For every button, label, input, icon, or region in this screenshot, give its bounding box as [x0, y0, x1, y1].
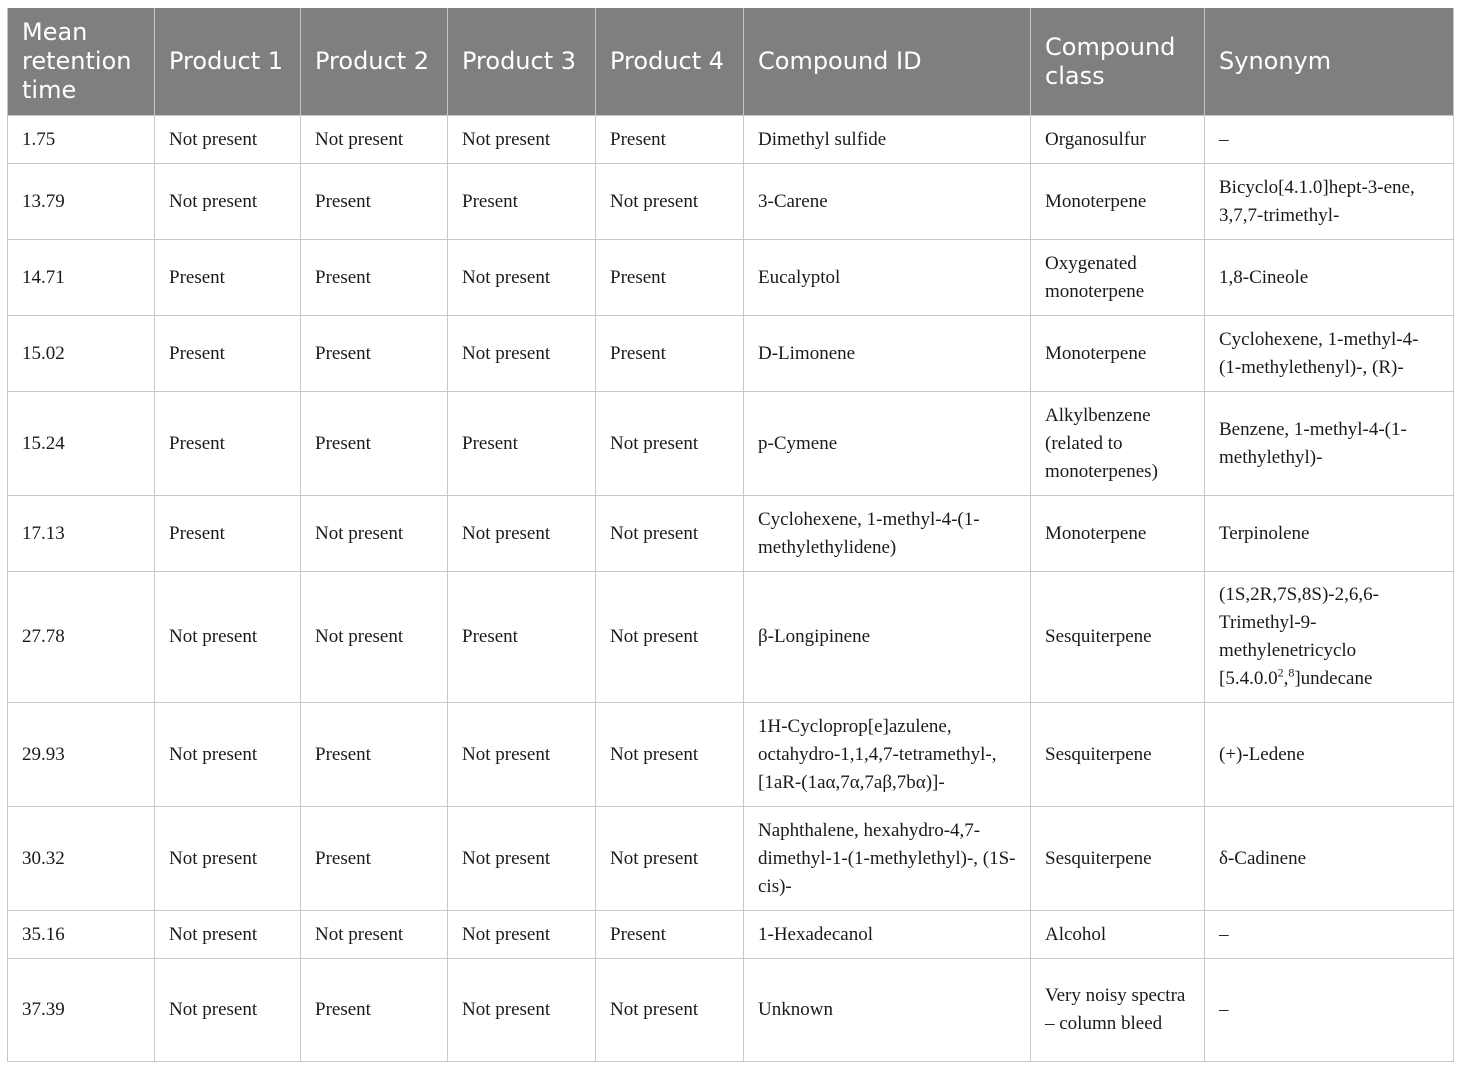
- cell-retention-time: 37.39: [8, 959, 155, 1062]
- cell-retention-time: 15.24: [8, 392, 155, 496]
- cell-product-4: Present: [596, 316, 744, 392]
- cell-product-4: Not present: [596, 807, 744, 911]
- cell-product-3: Not present: [448, 911, 596, 959]
- cell-product-2: Present: [301, 392, 448, 496]
- cell-compound-id: 3-Carene: [744, 164, 1031, 240]
- cell-product-2: Present: [301, 240, 448, 316]
- cell-compound-class: Monoterpene: [1031, 496, 1205, 572]
- cell-product-3: Not present: [448, 703, 596, 807]
- synonym-text: ]undecane: [1294, 668, 1373, 689]
- cell-synonym: Benzene, 1-methyl-4-(1-methylethyl)-: [1205, 392, 1454, 496]
- cell-compound-id: Naphthalene, hexahydro-4,7-dimethyl-1-(1-methylethyl)-, (1S-cis)-: [744, 807, 1031, 911]
- cell-product-3: Not present: [448, 496, 596, 572]
- header-product-4: Product 4: [596, 8, 744, 116]
- table-row: [8, 496, 1454, 572]
- cell-compound-class: Organosulfur: [1031, 116, 1205, 164]
- cell-synonym: 1,8-Cineole: [1205, 240, 1454, 316]
- cell-synonym: Bicyclo[4.1.0]hept-3-ene, 3,7,7-trimethyl-: [1205, 164, 1454, 240]
- cell-synonym: [1205, 572, 1454, 703]
- cell-compound-id: β-Longipinene: [744, 572, 1031, 703]
- cell-product-3: Not present: [448, 807, 596, 911]
- cell-product-3: Present: [448, 164, 596, 240]
- cell-synonym: –: [1205, 959, 1454, 1062]
- synonym-text: ,: [1283, 668, 1289, 689]
- table-row: [8, 116, 1454, 164]
- cell-product-4: Present: [596, 911, 744, 959]
- cell-compound-class: Monoterpene: [1031, 316, 1205, 392]
- header-synonym: Synonym: [1205, 8, 1454, 116]
- cell-product-1: Not present: [155, 116, 301, 164]
- cell-compound-id: Eucalyptol: [744, 240, 1031, 316]
- cell-product-3: Not present: [448, 959, 596, 1062]
- header-mean-retention-time: Mean retention time: [8, 8, 155, 116]
- cell-compound-id: Cyclohexene, 1-methyl-4-(1-methylethylidene): [744, 496, 1031, 572]
- cell-product-4: Not present: [596, 392, 744, 496]
- cell-product-3: Not present: [448, 316, 596, 392]
- cell-retention-time: 1.75: [8, 116, 155, 164]
- cell-product-2: Present: [301, 703, 448, 807]
- cell-retention-time: 15.02: [8, 316, 155, 392]
- synonym-superscript: 2: [1277, 665, 1284, 680]
- header-row: [8, 8, 1454, 116]
- table-row: [8, 316, 1454, 392]
- table-row: [8, 911, 1454, 959]
- cell-synonym: (+)-Ledene: [1205, 703, 1454, 807]
- cell-product-2: Not present: [301, 911, 448, 959]
- cell-retention-time: 30.32: [8, 807, 155, 911]
- table-row: [8, 164, 1454, 240]
- cell-compound-id: 1H-Cycloprop[e]azulene, octahydro-1,1,4,7-tetramethyl-, [1aR-(1aα,7α,7aβ,7bα)]-: [744, 703, 1031, 807]
- cell-compound-id: 1-Hexadecanol: [744, 911, 1031, 959]
- cell-product-4: Not present: [596, 703, 744, 807]
- cell-product-2: Present: [301, 164, 448, 240]
- cell-compound-id: p-Cymene: [744, 392, 1031, 496]
- cell-product-4: Not present: [596, 164, 744, 240]
- cell-retention-time: 35.16: [8, 911, 155, 959]
- cell-product-4: Not present: [596, 572, 744, 703]
- table-row: [8, 572, 1454, 703]
- cell-compound-class: Sesquiterpene: [1031, 807, 1205, 911]
- cell-product-1: Not present: [155, 807, 301, 911]
- cell-retention-time: 29.93: [8, 703, 155, 807]
- cell-product-1: Not present: [155, 911, 301, 959]
- cell-product-3: Present: [448, 572, 596, 703]
- cell-product-2: Present: [301, 316, 448, 392]
- table-row: [8, 703, 1454, 807]
- cell-compound-id: Unknown: [744, 959, 1031, 1062]
- cell-product-1: Not present: [155, 703, 301, 807]
- cell-product-1: Present: [155, 496, 301, 572]
- header-product-3: Product 3: [448, 8, 596, 116]
- cell-product-2: Not present: [301, 496, 448, 572]
- cell-product-2: Present: [301, 959, 448, 1062]
- cell-product-1: Present: [155, 316, 301, 392]
- cell-product-3: Present: [448, 392, 596, 496]
- cell-compound-class: Sesquiterpene: [1031, 572, 1205, 703]
- header-compound-id: Compound ID: [744, 8, 1031, 116]
- header-compound-class: Compound class: [1031, 8, 1205, 116]
- cell-product-4: Not present: [596, 959, 744, 1062]
- header-product-1: Product 1: [155, 8, 301, 116]
- cell-product-2: Not present: [301, 572, 448, 703]
- cell-synonym: –: [1205, 911, 1454, 959]
- cell-product-1: Present: [155, 240, 301, 316]
- cell-synonym: –: [1205, 116, 1454, 164]
- table-body: [8, 116, 1454, 1062]
- synonym-text: (1S,2R,7S,8S)-2,6,6-Trimethyl-9-methylenetricyclo [5.4.0.0: [1219, 584, 1379, 689]
- cell-retention-time: 17.13: [8, 496, 155, 572]
- cell-product-4: Present: [596, 116, 744, 164]
- table-row: [8, 959, 1454, 1062]
- table-row: [8, 807, 1454, 911]
- cell-product-1: Not present: [155, 959, 301, 1062]
- cell-retention-time: 14.71: [8, 240, 155, 316]
- cell-compound-class: Monoterpene: [1031, 164, 1205, 240]
- cell-product-4: Present: [596, 240, 744, 316]
- cell-retention-time: 13.79: [8, 164, 155, 240]
- compounds-table: [7, 8, 1454, 1062]
- cell-synonym: Cyclohexene, 1-methyl-4-(1-methylethenyl)-, (R)-: [1205, 316, 1454, 392]
- cell-product-2: Present: [301, 807, 448, 911]
- cell-compound-class: Very noisy spectra – column bleed: [1031, 959, 1205, 1062]
- cell-product-1: Not present: [155, 164, 301, 240]
- cell-product-3: Not present: [448, 116, 596, 164]
- cell-compound-id: Dimethyl sulfide: [744, 116, 1031, 164]
- table-row: [8, 240, 1454, 316]
- cell-retention-time: 27.78: [8, 572, 155, 703]
- cell-product-1: Not present: [155, 572, 301, 703]
- cell-synonym: Terpinolene: [1205, 496, 1454, 572]
- cell-compound-class: Alkylbenzene (related to monoterpenes): [1031, 392, 1205, 496]
- cell-product-4: Not present: [596, 496, 744, 572]
- cell-synonym: δ-Cadinene: [1205, 807, 1454, 911]
- synonym-superscript: 8: [1288, 665, 1295, 680]
- cell-compound-class: Oxygenated monoterpene: [1031, 240, 1205, 316]
- cell-compound-class: Sesquiterpene: [1031, 703, 1205, 807]
- cell-compound-class: Alcohol: [1031, 911, 1205, 959]
- header-product-2: Product 2: [301, 8, 448, 116]
- cell-product-1: Present: [155, 392, 301, 496]
- table-header: [8, 8, 1454, 116]
- cell-product-3: Not present: [448, 240, 596, 316]
- cell-product-2: Not present: [301, 116, 448, 164]
- cell-compound-id: D-Limonene: [744, 316, 1031, 392]
- table-row: [8, 392, 1454, 496]
